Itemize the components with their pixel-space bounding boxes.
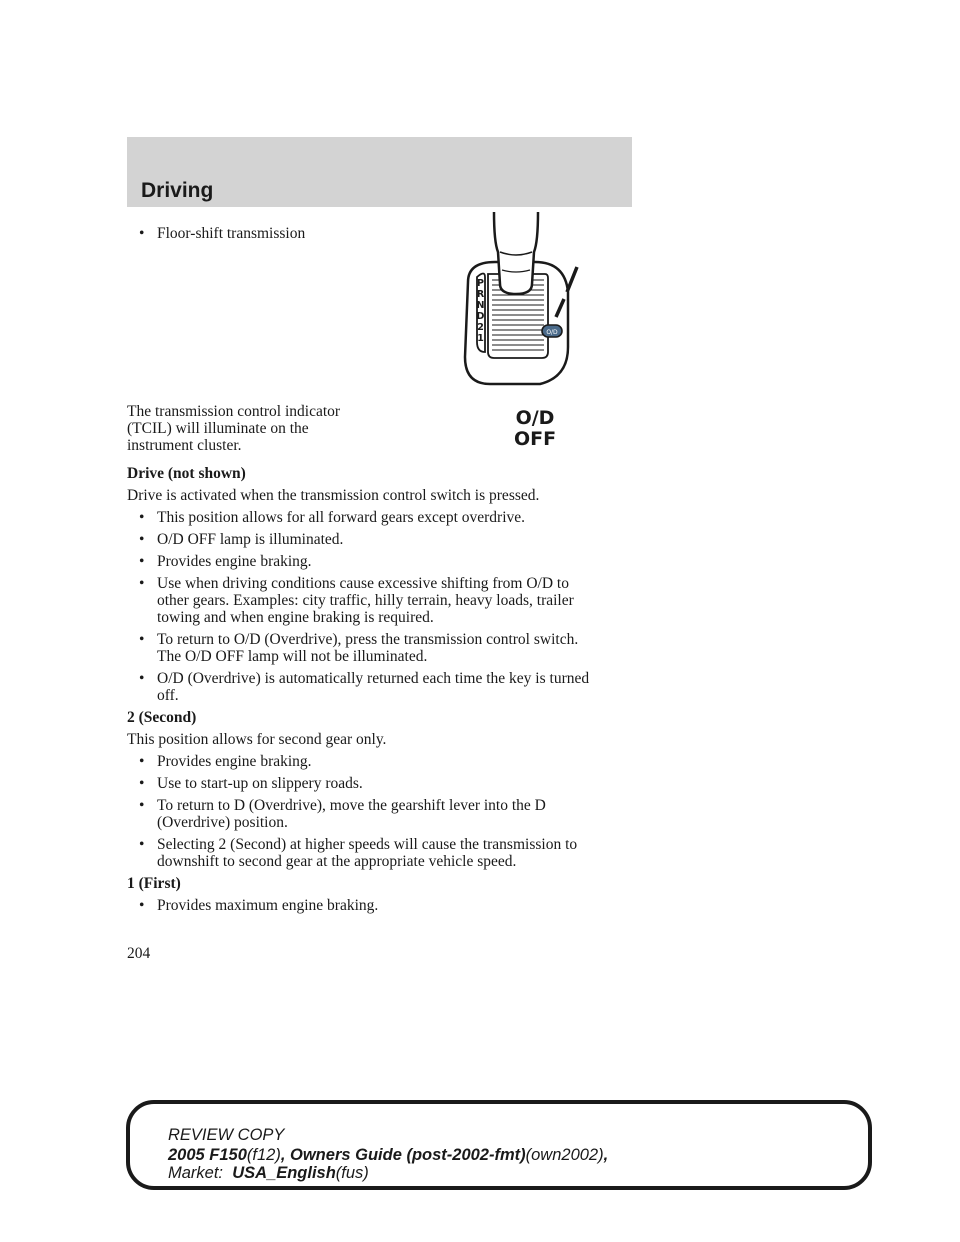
intro-bullet-text: Floor-shift transmission bbox=[157, 225, 306, 242]
drive-bullet-text: O/D OFF lamp is illuminated. bbox=[157, 531, 344, 548]
second-bullet-text: To return to D (Overdrive), move the gearshift lever into the D bbox=[157, 797, 546, 814]
tcil-text-line: (TCIL) will illuminate on the bbox=[127, 420, 309, 437]
tcil-text-line: instrument cluster. bbox=[127, 437, 242, 454]
footer-market-label: Market: bbox=[168, 1164, 224, 1182]
footer-review: REVIEW COPY bbox=[168, 1126, 285, 1144]
drive-bullet-text: The O/D OFF lamp will not be illuminated. bbox=[157, 648, 428, 665]
bullet-dot: • bbox=[139, 775, 145, 792]
gear-letter: N bbox=[476, 300, 485, 311]
drive-bullet-text: off. bbox=[157, 687, 179, 704]
od-off-line: OFF bbox=[513, 428, 557, 450]
footer-market-code: (fus) bbox=[335, 1164, 369, 1182]
gear-letter: R bbox=[476, 289, 485, 300]
page-number: 204 bbox=[127, 945, 151, 962]
drive-bullet-text: towing and when engine braking is required. bbox=[157, 609, 434, 626]
footer-market-line bbox=[168, 1164, 369, 1183]
footer-guide: Owners Guide (post-2002-fmt) bbox=[290, 1146, 526, 1164]
drive-bullet-text: Provides engine braking. bbox=[157, 553, 312, 570]
second-bullet-text: Selecting 2 (Second) at higher speeds will cause the transmission to bbox=[157, 836, 578, 853]
drive-bullet-text: To return to O/D (Overdrive), press the transmission control switch. bbox=[157, 631, 579, 648]
footer-guide-code: (own2002) bbox=[525, 1146, 604, 1164]
drive-paragraph: Drive is activated when the transmission control switch is pressed. bbox=[127, 487, 540, 504]
page-title: Driving bbox=[141, 179, 214, 202]
tcil-text-line: The transmission control indicator bbox=[127, 403, 341, 420]
footer-model-line bbox=[168, 1146, 608, 1165]
drive-bullet-text: other gears. Examples: city traffic, hilly terrain, heavy loads, trailer bbox=[157, 592, 574, 609]
bullet-dot: • bbox=[139, 575, 145, 592]
second-bullet-text: Use to start-up on slippery roads. bbox=[157, 775, 363, 792]
drive-bullet-text: Use when driving conditions cause excessive shifting from O/D to bbox=[157, 575, 569, 592]
arrow-icon bbox=[567, 267, 577, 292]
bullet-dot: • bbox=[139, 531, 145, 548]
second-bullet-text: (Overdrive) position. bbox=[157, 814, 288, 831]
od-off-indicator bbox=[450, 408, 620, 450]
footer-sep: , bbox=[280, 1146, 291, 1164]
section-heading-first: 1 (First) bbox=[127, 875, 181, 892]
footer-model: 2005 F150 bbox=[168, 1146, 247, 1164]
review-footer bbox=[126, 1100, 872, 1190]
bullet-dot: • bbox=[139, 897, 145, 914]
od-off-line: O/D bbox=[515, 407, 555, 429]
bullet-dot: • bbox=[139, 509, 145, 526]
section-heading-drive: Drive (not shown) bbox=[127, 465, 246, 482]
footer-market: USA_English bbox=[232, 1164, 336, 1182]
gear-letter: 2 bbox=[477, 322, 484, 333]
second-bullet-text: downshift to second gear at the appropriate vehicle speed. bbox=[157, 853, 517, 870]
footer-model-code: (f12) bbox=[246, 1146, 281, 1164]
first-bullet-text: Provides maximum engine braking. bbox=[157, 897, 379, 914]
drive-bullet-text: This position allows for all forward gears except overdrive. bbox=[157, 509, 526, 526]
bullet-dot: • bbox=[139, 836, 145, 853]
second-paragraph: This position allows for second gear only. bbox=[127, 731, 387, 748]
bullet-dot: • bbox=[139, 225, 145, 242]
bullet-dot: • bbox=[139, 797, 145, 814]
bullet-dot: • bbox=[139, 553, 145, 570]
gear-letter: P bbox=[477, 278, 484, 289]
footer-sep: , bbox=[603, 1146, 609, 1164]
second-bullet-text: Provides engine braking. bbox=[157, 753, 312, 770]
od-button-text: O/D bbox=[546, 329, 558, 336]
gear-letter: 1 bbox=[477, 333, 484, 344]
bullet-dot: • bbox=[139, 670, 145, 687]
gear-letter: D bbox=[476, 311, 485, 322]
bullet-dot: • bbox=[139, 753, 145, 770]
section-header bbox=[127, 137, 632, 207]
drive-bullet-text: O/D (Overdrive) is automatically returned each time the key is turned bbox=[157, 670, 590, 687]
section-heading-second: 2 (Second) bbox=[127, 709, 197, 726]
bullet-dot: • bbox=[139, 631, 145, 648]
